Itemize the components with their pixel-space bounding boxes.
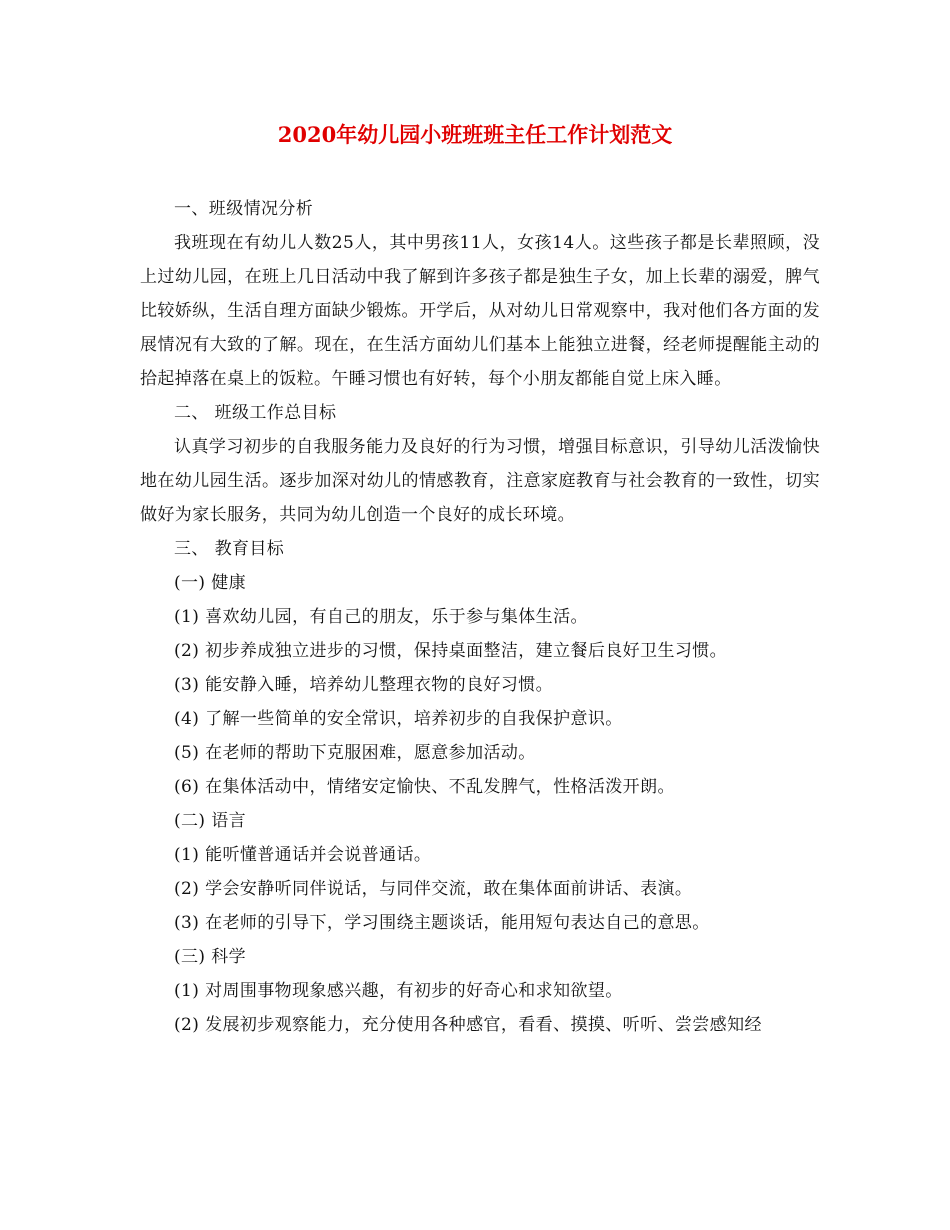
subsection-heading: (一) 健康 [174,573,247,593]
document-title: 2020年幼儿园小班班班主任工作计划范文 [277,122,673,147]
body-paragraph: 认真学习初步的自我服务能力及良好的行为习惯，增强目标意识，引导幼儿活泼愉快地在幼儿园生活。逐步加深对幼儿的情感教育，注意家庭教育与社会教育的一致性，切实做好为家长服务，共同为幼儿创造一个良好的成长环境。 [140,437,820,525]
list-item: (4) 了解一些简单的安全常识，培养初步的自我保护意识。 [174,709,623,729]
list-item: (1) 对周围事物现象感兴趣，有初步的好奇心和求知欲望。 [174,981,623,1001]
document-body [140,192,820,1042]
list-item: (1) 能听懂普通话并会说普通话。 [174,845,432,865]
body-paragraph: 我班现在有幼儿人数25人，其中男孩11人，女孩14人。这些孩子都是长辈照顾，没上过幼儿园，在班上几日活动中我了解到许多孩子都是独生子女，加上长辈的溺爱，脾气比较娇纵，生活自理方面缺少锻炼。开学后，从对幼儿日常观察中，我对他们各方面的发展情况有大致的了解。现在，在生活方面幼儿们基本上能独立进餐，经老师提醒能主动的拾起掉落在桌上的饭粒。午睡习惯也有好转，每个小朋友都能自觉上床入睡。 [140,233,820,389]
list-item: (2) 初步养成独立进步的习惯，保持桌面整洁，建立餐后良好卫生习惯。 [174,641,728,661]
list-item: (5) 在老师的帮助下克服困难，愿意参加活动。 [174,743,536,763]
section-heading: 三、 教育目标 [174,539,285,559]
section-heading: 一、班级情况分析 [174,199,314,219]
list-item: (2) 学会安静听同伴说话，与同伴交流，敢在集体面前讲话、表演。 [174,879,693,899]
list-item: (2) 发展初步观察能力，充分使用各种感官，看看、摸摸、听听、尝尝感知经 [174,1015,762,1035]
list-item: (6) 在集体活动中，情绪安定愉快、不乱发脾气，性格活泼开朗。 [174,777,675,797]
subsection-heading: (二) 语言 [174,811,247,831]
list-item: (1) 喜欢幼儿园，有自己的朋友，乐于参与集体生活。 [174,607,588,627]
list-item: (3) 能安静入睡，培养幼儿整理衣物的良好习惯。 [174,675,554,695]
subsection-heading: (三) 科学 [174,947,247,967]
section-heading: 二、 班级工作总目标 [174,403,337,423]
list-item: (3) 在老师的引导下，学习围绕主题谈话，能用短句表达自己的意思。 [174,913,710,933]
